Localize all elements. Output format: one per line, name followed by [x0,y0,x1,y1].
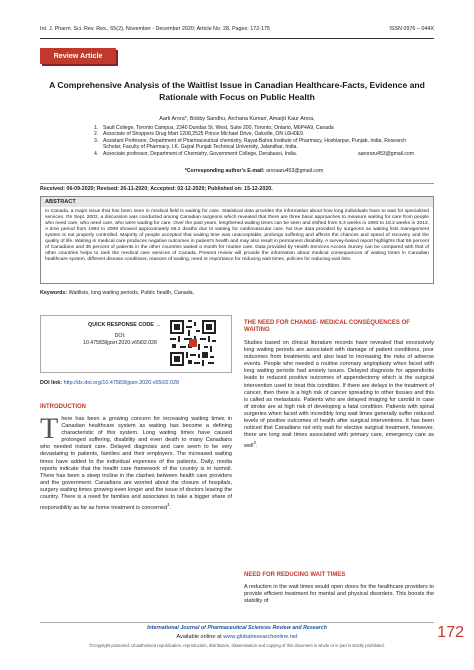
affiliation-item: 1. Sault College, Toronto Campus, 2340 Dundas St. West, Suite 200, Toronto, Ontario, M6P4A9, Canada [94,125,334,131]
reference-marker[interactable]: 2 [253,440,257,446]
footer-rule [40,622,434,623]
issn: ISSN 0976 – 044X [389,26,434,32]
reference-marker[interactable]: 1 [167,502,170,508]
footer-available-label: Available online at [176,634,222,640]
drop-cap: T [40,412,59,445]
corresponding-email[interactable]: aroraaru453@gmail.com [266,168,324,174]
corresponding-author [94,168,414,174]
keywords-label: Keywords: [40,290,68,296]
running-header [40,22,434,36]
doi-link[interactable]: http://dx.doi.org/10.47583/ijpsrr.2020.v65i02.028 [63,380,180,386]
page-number: 172 [437,624,464,641]
dates-rule [40,183,434,184]
corresponding-label: *Corresponding author’s E-mail: [184,168,265,174]
article-title: A Comprehensive Analysis of the Waitlist Issue in Canadian Healthcare-Facts, Evidence and Rationale with Focus on Public Health [49,80,425,102]
affiliation-item: 3. Assistant Professor, Department of Pharmaceutical chemistry, Rayat-Bahra Institute of Pharmacy, Hoshiarpur, Punjab, India, Research Scholar, Faculty of Pharmacy, I.K. Gujral Punjab Technical University, Jalandhar, India. [94,137,407,151]
qr-label: QUICK RESPONSE CODE → [88,322,161,328]
doi-link-label: DOI link: [40,380,63,386]
need-for-change-text: Studies based on clinical literature records have revealed that excessively long waiting periods are associated with damage of patient conditions, poor outcomes from treatments and also lead to increasing the risks of adverse events. People who needed a routine coronary angioplasty when faced with long waiting periods had anxiety issues. Delayed diagnosis for appendicitis leads to reduced positive outcomes of appendectomy which is the surgical intervention used to treat this condition. If there are delays in the treatment of cancer, then there is a high risk of cancer spreading to other tissues and this is called as metastasis. Patients who are delayed imaging for carotid in case of stroke are at high risk of developing a fatal condition. Patients with spinal surgeries when faced with incredibly long wait times generally suffer reduced levels of positive outcomes of health after surgical interventions. It has been noticed that Canadians not only wait for elective surgical treatment, however, there are long wait times associated with primary care, emergency care as well$^2$. [244,340,434,450]
author-list: Aarti Arora*, Bobby Sandhu, Archana Kumari, Amarjit Kaur Arora, [159,116,315,122]
abstract-box [40,196,434,284]
keywords [40,290,434,296]
affiliations [94,125,414,157]
corresponding-email-top[interactable]: aaroraru453@gmail.com [357,150,414,157]
footer-journal-name: International Journal of Pharmaceutical Sciences Review and Research [147,625,327,631]
header-rule [40,38,434,39]
keywords-text: Waitlists, long waiting periods, Public health, Canada. [68,290,195,296]
doi-value: 10.47583/ijpsrr.2020.v65i02.028 [83,340,157,346]
doi-link-line [40,380,232,386]
reducing-wait-times-text: A reduction in the wait times would open doors for the healthcare providers to provide efficient treatment for mental and physical disorders. This boosts the stability of [244,584,434,605]
doi-label: DOI: [114,333,126,339]
abstract-text: In Canada, a major issue that has been seen in medical field is waiting for care. Statistical data provides the information about how long individuals have to wait for specialized services. On Sept. 2002, a discussion was conducted among Canadian surgeons which revealed that there are three basic approaches to measure waiting for care from people who need care, who need care, who were waiting for care. Over the past years, lengthened waiting times can be seen and shifted from 9.3 weeks in 1993 to 18.2 weeks in 2013. A time period from 1994 to 2009 showed approximately 66.2 deaths due to waiting for cardiovascular care. No true data provided by surgeons as waiting lists management system is not properly controlled. Majority of people accepted that waiting time was unacceptable, prolongs suffering and affects the chances and speed of recovery and the quality of life. Waiting in medical care produces negative outcomes in patient's health and may also result in permanent disability. A survey-based report highlights that 56 percent of Canadians and 36 percent of patients in the other countries waited a month for routine care. Data provided by Health Services Access Survey can be compared with that of other countries helps to rank the medical care services of Canada. Present review will provide the information about medical consequences of waiting times in Canadian healthcare system, different disease conditions, reasons of waiting, need or importance for reducing wait times, policies for reducing wait lists. [45,209,429,262]
section-heading-reducing-wait-times: NEED FOR REDUCING WAIT TIMES [244,572,346,578]
introduction-text: There has been a growing concern for increasing waiting times in Canadian healthcare system as waiting has become a defining characteristic of this system. Long waiting times have caused prolonged suffering, disability and even death to many Canadians who needed instant care. Delayed diagnosis and care seem to be very devastating to patients, families and their employers. The increased waiting times have added to the individual expenses of the patients. Daily, media reports indicate that the health care framework of the country is in turmoil. There has been a steep incline in the clashes between health care providers and the government. Canadians are worried about the closure of hospitals, surgery waiting times growing even longer and the issue of doctors leaving the country. There is a need for families and associates to take a bigger share of responsibility as far as home treatment is concerned$^1$. [40,412,232,511]
doi-block [82,333,158,347]
footer-url-link[interactable]: www.globalresearchonline.net [223,634,298,640]
section-heading-introduction: INTRODUCTION [40,404,86,410]
affiliation-item: 4. Associate professor, Department of Chemistry, Government College, Derabassi, India. aaroraru453@gmail.com [94,150,414,157]
journal-citation: Int. J. Pharm. Sci. Rev. Res., 65(2), November - December 2020; Article No. 28, Pages: 172-175 [40,26,271,32]
article-type-badge: Review Article [40,48,116,64]
affiliation-item: 2. Associate of Shoppers Drug Mart 1208,2525 Prince Michael Drive, Oakville, ON L6H0E9. [94,131,305,138]
article-dates: Received: 06-09-2020; Revised: 26-11-2020; Accepted: 02-12-2020; Published on: 15-12-2020. [40,186,273,192]
section-heading-need-for-change: THE NEED FOR CHANGE- MEDICAL CONSEQUENCES OF WAITING [244,320,410,334]
qr-code-icon[interactable] [168,318,218,368]
footer-copyright: ©Copyright protected. Unauthorised republication, reproduction, distribution, dissemination and copying of this document in whole or in part is strictly prohibited. [89,643,385,648]
abstract-heading: ABSTRACT [41,197,433,207]
footer-availability [40,634,434,640]
